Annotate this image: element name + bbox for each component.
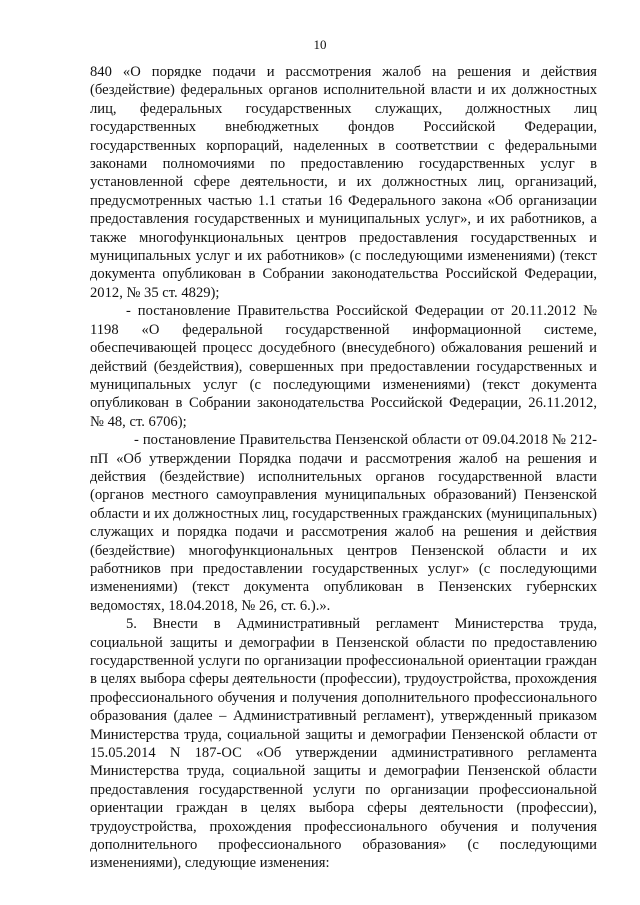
paragraph-resolution-rf-1198: - постановление Правительства Российской Федерации от 20.11.2012 № 1198 «О федеральной государственной информационной системе, обеспечивающей процесс досудебного (внесудебного) обжалования решений и действий (бездействия), совершенных при предоставлении государственных и муниципальных услуг (с последующими изменениями) (текст документа опубликован в Собрании законодательства Российской Федерации, 26.11.2012, № 48, ст. 6706); <box>90 303 597 430</box>
page-number: 10 <box>313 37 327 52</box>
paragraph-item-5: 5. Внести в Административный регламент Министерства труда, социальной защиты и демографии в Пензенской области по предоставлению государственной услуги по организации профессиональной ориентации граждан в целях выбора сферы деятельности (профессии), трудоустройства, прохождения профессионального обучения и получения дополнительного профессионального образования (далее – Административный регламент), утвержденный приказом Министерства труда, социальной защиты и демографии Пензенской области от 15.05.2014 N 187-ОС «Об утверждении административного регламента Министерства труда, социальной защиты и демографии Пензенской области предоставления государственной услуги по организации профессиональной ориентации граждан в целях выбора сферы деятельности (профессии), трудоустройства, прохождения профессионального обучения и получения дополнительного профессионального образования» (с последующими изменениями), следующие изменения: <box>90 616 597 872</box>
paragraph-resolution-penza-212: - постановление Правительства Пензенской области от 09.04.2018 № 212-пП «Об утверждении Порядка подачи и рассмотрения жалоб на решения и действия (бездействие) исполнительных органов государственной власти (органов местного самоуправления муниципальных образований) Пензенской области и их должностных лиц, государственных гражданских (муниципальных) служащих и порядка подачи и рассмотрения жалоб на решения и действия (бездействие) многофункциональных центров Пензенской области и их работников при предоставлении государственных услуг» (с последующими изменениями) (текст документа опубликован в Пензенских губернских ведомостях, 18.04.2018, № 26, ст. 6.).». <box>90 432 597 614</box>
document-body <box>90 63 597 873</box>
paragraph-continuation: 840 «О порядке подачи и рассмотрения жалоб на решения и действия (бездействие) федеральных органов исполнительной власти и их должностных лиц, федеральных государственных служащих, должностных лиц государственных внебюджетных фондов Российской Федерации, государственных корпораций, наделенных в соответствии с федеральными законами полномочиями по предоставлению государственных услуг в установленной сфере деятельности, и их должностных лиц, организаций, предусмотренных частью 1.1 статьи 16 Федерального закона «Об организации предоставления государственных и муниципальных услуг», и их работников, а также многофункциональных центров предоставления государственных и муниципальных услуг и их работников» (с последующими изменениями) (текст документа опубликован в Собрании законодательства Российской Федерации, 2012, № 35 ст. 4829); <box>90 64 597 301</box>
